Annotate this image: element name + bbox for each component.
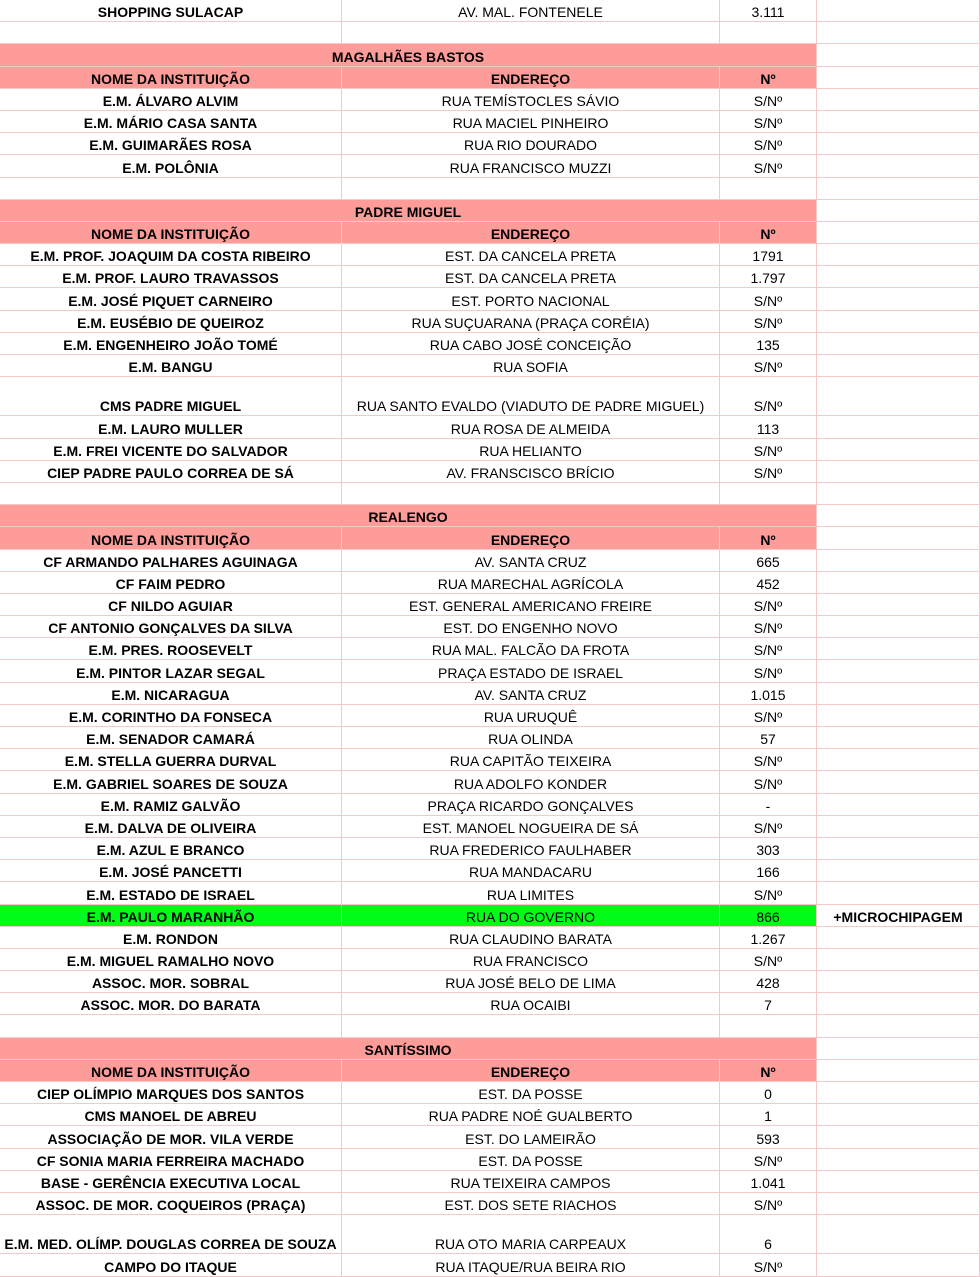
note-cell[interactable] [817,355,980,377]
empty-cell[interactable] [817,200,980,222]
number-cell[interactable]: 428 [720,971,817,993]
table-row [0,1193,980,1215]
note-cell[interactable] [817,594,980,616]
number-cell[interactable]: S/Nº [720,377,817,416]
note-cell[interactable] [817,727,980,749]
address-cell[interactable]: RUA MACIEL PINHEIRO [342,111,720,133]
number-cell[interactable]: 303 [720,838,817,860]
address-cell[interactable]: RUA JOSÉ BELO DE LIMA [342,971,720,993]
table-row [0,133,980,155]
table-row [0,949,980,971]
institution-name-cell[interactable]: E.M. STELLA GUERRA DURVAL [0,749,342,771]
section-title-row [0,505,980,527]
note-cell[interactable] [817,1104,980,1126]
address-cell[interactable]: EST. MANOEL NOGUEIRA DE SÁ [342,816,720,838]
number-cell[interactable]: 113 [720,416,817,438]
table-row [0,311,980,333]
institution-name-cell[interactable]: E.M. JOSÉ PIQUET CARNEIRO [0,288,342,310]
address-cell[interactable]: RUA RIO DOURADO [342,133,720,155]
address-cell[interactable]: RUA DO GOVERNO [342,905,720,927]
institution-name-cell[interactable]: CMS PADRE MIGUEL [0,377,342,416]
number-cell[interactable]: S/Nº [720,311,817,333]
address-cell[interactable]: RUA MARECHAL AGRÍCOLA [342,572,720,594]
institution-name-cell[interactable]: CAMPO DO ITAQUE [0,1254,342,1276]
note-cell[interactable] [817,683,980,705]
empty-cell[interactable] [817,483,980,505]
table-row [0,860,980,882]
note-cell[interactable] [817,638,980,660]
address-cell[interactable]: RUA FRANCISCO MUZZI [342,155,720,177]
table-row [0,749,980,771]
number-cell[interactable]: S/Nº [720,461,817,483]
institution-name-cell[interactable]: E.M. ESTADO DE ISRAEL [0,882,342,904]
address-cell[interactable]: EST. DA CANCELA PRETA [342,244,720,266]
number-cell[interactable]: S/Nº [720,882,817,904]
header-number[interactable]: Nº [720,527,817,549]
address-cell[interactable]: RUA CLAUDINO BARATA [342,927,720,949]
note-cell[interactable] [817,1171,980,1193]
note-cell[interactable] [817,705,980,727]
empty-cell[interactable] [817,1060,980,1082]
institution-name-cell[interactable]: E.M. RAMIZ GALVÃO [0,794,342,816]
institution-name-cell[interactable]: E.M. PINTOR LAZAR SEGAL [0,660,342,682]
number-cell[interactable]: 166 [720,860,817,882]
address-cell[interactable]: RUA LIMITES [342,882,720,904]
empty-row [0,483,980,505]
table-row [0,993,980,1015]
address-cell[interactable]: RUA HELIANTO [342,439,720,461]
institution-name-cell[interactable]: CF SONIA MARIA FERREIRA MACHADO [0,1149,342,1171]
note-cell[interactable] [817,244,980,266]
address-cell[interactable]: EST. DOS SETE RIACHOS [342,1193,720,1215]
table-row [0,0,980,22]
address-cell[interactable]: RUA MANDACARU [342,860,720,882]
institution-name-cell[interactable]: E.M. LAURO MULLER [0,416,342,438]
empty-cell[interactable] [720,1015,817,1037]
note-cell[interactable] [817,0,980,22]
number-cell[interactable]: 866 [720,905,817,927]
address-cell[interactable]: AV. MAL. FONTENELE [342,0,720,22]
note-cell[interactable]: +MICROCHIPAGEM [817,905,980,927]
address-cell[interactable]: RUA OLINDA [342,727,720,749]
table-row [0,461,980,483]
note-cell[interactable] [817,89,980,111]
number-cell[interactable]: S/Nº [720,439,817,461]
note-cell[interactable] [817,111,980,133]
table-row [0,89,980,111]
number-cell[interactable]: 1791 [720,244,817,266]
note-cell[interactable] [817,927,980,949]
institution-name-cell[interactable]: E.M. CORINTHO DA FONSECA [0,705,342,727]
table-row [0,377,980,416]
table-row [0,638,980,660]
address-cell[interactable]: PRAÇA ESTADO DE ISRAEL [342,660,720,682]
number-cell[interactable]: - [720,794,817,816]
table-row [0,838,980,860]
note-cell[interactable] [817,155,980,177]
note-cell[interactable] [817,616,980,638]
institution-name-cell[interactable]: CMS MANOEL DE ABREU [0,1104,342,1126]
institution-name-cell[interactable]: E.M. PROF. LAURO TRAVASSOS [0,266,342,288]
number-cell[interactable]: S/Nº [720,749,817,771]
empty-cell[interactable] [342,1015,720,1037]
header-name[interactable]: NOME DA INSTITUIÇÃO [0,67,342,89]
empty-cell[interactable] [720,483,817,505]
number-cell[interactable]: 7 [720,993,817,1015]
institution-name-cell[interactable]: E.M. JOSÉ PANCETTI [0,860,342,882]
number-cell[interactable]: S/Nº [720,1254,817,1276]
note-cell[interactable] [817,461,980,483]
number-cell[interactable]: 1.267 [720,927,817,949]
table-row [0,683,980,705]
institution-name-cell[interactable]: E.M. MIGUEL RAMALHO NOVO [0,949,342,971]
table-row [0,905,980,927]
institution-name-cell[interactable]: E.M. ENGENHEIRO JOÃO TOMÉ [0,333,342,355]
institution-name-cell[interactable]: BASE - GERÊNCIA EXECUTIVA LOCAL [0,1171,342,1193]
header-address[interactable]: ENDEREÇO [342,222,720,244]
note-cell[interactable] [817,1215,980,1254]
section-title[interactable]: REALENGO [0,505,817,527]
note-cell[interactable] [817,660,980,682]
number-cell[interactable]: S/Nº [720,594,817,616]
table-row [0,882,980,904]
table-row [0,355,980,377]
address-cell[interactable]: RUA ADOLFO KONDER [342,771,720,793]
table-row [0,1082,980,1104]
address-cell[interactable]: RUA MAL. FALCÃO DA FROTA [342,638,720,660]
header-number[interactable]: Nº [720,67,817,89]
empty-cell[interactable] [817,178,980,200]
header-address[interactable]: ENDEREÇO [342,527,720,549]
number-cell[interactable]: S/Nº [720,111,817,133]
empty-cell[interactable] [817,44,980,66]
number-cell[interactable]: S/Nº [720,705,817,727]
address-cell[interactable]: EST. DA POSSE [342,1149,720,1171]
table-row [0,155,980,177]
note-cell[interactable] [817,133,980,155]
address-cell[interactable]: RUA FREDERICO FAULHABER [342,838,720,860]
address-cell[interactable]: RUA ITAQUE/RUA BEIRA RIO [342,1254,720,1276]
note-cell[interactable] [817,1193,980,1215]
institution-name-cell[interactable]: E.M. AZUL E BRANCO [0,838,342,860]
empty-cell[interactable] [817,1015,980,1037]
empty-cell[interactable] [817,222,980,244]
table-row [0,816,980,838]
number-cell[interactable]: S/Nº [720,771,817,793]
address-cell[interactable]: EST. DO ENGENHO NOVO [342,616,720,638]
institution-name-cell[interactable]: E.M. GABRIEL SOARES DE SOUZA [0,771,342,793]
empty-cell[interactable] [0,1015,342,1037]
section-title[interactable]: PADRE MIGUEL [0,200,817,222]
note-cell[interactable] [817,1254,980,1276]
table-row [0,550,980,572]
institution-name-cell[interactable]: SHOPPING SULACAP [0,0,342,22]
table-row [0,705,980,727]
number-cell[interactable]: S/Nº [720,288,817,310]
empty-cell[interactable] [342,178,720,200]
address-cell[interactable]: EST. PORTO NACIONAL [342,288,720,310]
address-cell[interactable]: RUA URUQUÊ [342,705,720,727]
section-title[interactable]: SANTÍSSIMO [0,1038,817,1060]
institution-name-cell[interactable]: E.M. FREI VICENTE DO SALVADOR [0,439,342,461]
institution-name-cell[interactable]: E.M. GUIMARÃES ROSA [0,133,342,155]
note-cell[interactable] [817,771,980,793]
section-title-row [0,44,980,66]
table-row [0,1171,980,1193]
address-cell[interactable]: RUA CAPITÃO TEIXEIRA [342,749,720,771]
note-cell[interactable] [817,882,980,904]
address-cell[interactable]: RUA SANTO EVALDO (VIADUTO DE PADRE MIGUEL) [342,377,720,416]
address-cell[interactable]: AV. SANTA CRUZ [342,550,720,572]
table-row [0,771,980,793]
note-cell[interactable] [817,572,980,594]
address-cell[interactable]: EST. GENERAL AMERICANO FREIRE [342,594,720,616]
note-cell[interactable] [817,860,980,882]
number-cell[interactable]: 1.015 [720,683,817,705]
table-row [0,727,980,749]
table-row [0,971,980,993]
institution-name-cell[interactable]: CF ARMANDO PALHARES AGUINAGA [0,550,342,572]
institution-name-cell[interactable]: E.M. EUSÉBIO DE QUEIROZ [0,311,342,333]
table-row [0,416,980,438]
table-row [0,288,980,310]
note-cell[interactable] [817,816,980,838]
number-cell[interactable]: 452 [720,572,817,594]
table-row [0,1215,980,1254]
empty-cell[interactable] [342,22,720,44]
number-cell[interactable]: S/Nº [720,949,817,971]
empty-row [0,22,980,44]
empty-cell[interactable] [817,67,980,89]
table-row [0,927,980,949]
number-cell[interactable]: S/Nº [720,133,817,155]
number-cell[interactable]: 57 [720,727,817,749]
address-cell[interactable]: AV. FRANSCISCO BRÍCIO [342,461,720,483]
number-cell[interactable]: 1.797 [720,266,817,288]
institution-name-cell[interactable]: ASSOCIAÇÃO DE MOR. VILA VERDE [0,1126,342,1148]
institution-name-cell[interactable]: E.M. ÁLVARO ALVIM [0,89,342,111]
number-cell[interactable]: 135 [720,333,817,355]
empty-cell[interactable] [0,483,342,505]
number-cell[interactable]: 593 [720,1126,817,1148]
empty-cell[interactable] [720,22,817,44]
number-cell[interactable]: S/Nº [720,1149,817,1171]
note-cell[interactable] [817,377,980,416]
institution-name-cell[interactable]: ASSOC. DE MOR. COQUEIROS (PRAÇA) [0,1193,342,1215]
institution-name-cell[interactable]: E.M. RONDON [0,927,342,949]
address-cell[interactable]: RUA TEIXEIRA CAMPOS [342,1171,720,1193]
number-cell[interactable]: S/Nº [720,660,817,682]
note-cell[interactable] [817,794,980,816]
header-name[interactable]: NOME DA INSTITUIÇÃO [0,222,342,244]
institution-name-cell[interactable]: CF FAIM PEDRO [0,572,342,594]
institution-name-cell[interactable]: ASSOC. MOR. SOBRAL [0,971,342,993]
note-cell[interactable] [817,1126,980,1148]
address-cell[interactable]: RUA OCAIBI [342,993,720,1015]
empty-cell[interactable] [342,483,720,505]
table-row [0,111,980,133]
note-cell[interactable] [817,838,980,860]
note-cell[interactable] [817,1082,980,1104]
number-cell[interactable]: 6 [720,1215,817,1254]
header-address[interactable]: ENDEREÇO [342,67,720,89]
number-cell[interactable]: S/Nº [720,155,817,177]
empty-cell[interactable] [817,22,980,44]
institution-name-cell[interactable]: E.M. SENADOR CAMARÁ [0,727,342,749]
note-cell[interactable] [817,266,980,288]
table-row [0,660,980,682]
number-cell[interactable]: 3.111 [720,0,817,22]
address-cell[interactable]: EST. DO LAMEIRÃO [342,1126,720,1148]
institution-name-cell[interactable]: ASSOC. MOR. DO BARATA [0,993,342,1015]
address-cell[interactable]: RUA FRANCISCO [342,949,720,971]
table-row [0,616,980,638]
empty-cell[interactable] [817,1038,980,1060]
table-row [0,794,980,816]
header-number[interactable]: Nº [720,1060,817,1082]
note-cell[interactable] [817,993,980,1015]
institution-name-cell[interactable]: E.M. POLÔNIA [0,155,342,177]
number-cell[interactable]: 0 [720,1082,817,1104]
institution-name-cell[interactable]: CIEP OLÍMPIO MARQUES DOS SANTOS [0,1082,342,1104]
address-cell[interactable]: PRAÇA RICARDO GONÇALVES [342,794,720,816]
institution-name-cell[interactable]: CF NILDO AGUIAR [0,594,342,616]
table-row [0,266,980,288]
number-cell[interactable]: 1.041 [720,1171,817,1193]
table-row [0,244,980,266]
table-row [0,1149,980,1171]
institution-name-cell[interactable]: CF ANTONIO GONÇALVES DA SILVA [0,616,342,638]
note-cell[interactable] [817,949,980,971]
address-cell[interactable]: EST. DA CANCELA PRETA [342,266,720,288]
address-cell[interactable]: RUA SOFIA [342,355,720,377]
section-title-row [0,200,980,222]
number-cell[interactable]: S/Nº [720,355,817,377]
section-title[interactable]: MAGALHÃES BASTOS [0,44,817,66]
number-cell[interactable]: S/Nº [720,816,817,838]
note-cell[interactable] [817,1149,980,1171]
column-header-row [0,527,980,549]
institution-name-cell[interactable]: E.M. MÁRIO CASA SANTA [0,111,342,133]
note-cell[interactable] [817,333,980,355]
institution-name-cell[interactable]: E.M. PROF. JOAQUIM DA COSTA RIBEIRO [0,244,342,266]
empty-cell[interactable] [817,527,980,549]
header-number[interactable]: Nº [720,222,817,244]
note-cell[interactable] [817,749,980,771]
address-cell[interactable]: RUA SUÇUARANA (PRAÇA CORÉIA) [342,311,720,333]
empty-cell[interactable] [817,505,980,527]
institution-name-cell[interactable]: E.M. PRES. ROOSEVELT [0,638,342,660]
number-cell[interactable]: S/Nº [720,616,817,638]
column-header-row [0,1060,980,1082]
number-cell[interactable]: 1 [720,1104,817,1126]
table-row [0,439,980,461]
table-row [0,1126,980,1148]
address-cell[interactable]: RUA TEMÍSTOCLES SÁVIO [342,89,720,111]
institution-name-cell[interactable]: E.M. PAULO MARANHÃO [0,905,342,927]
empty-row [0,178,980,200]
note-cell[interactable] [817,550,980,572]
address-cell[interactable]: RUA ROSA DE ALMEIDA [342,416,720,438]
institution-name-cell[interactable]: E.M. DALVA DE OLIVEIRA [0,816,342,838]
section-title-row [0,1038,980,1060]
column-header-row [0,222,980,244]
address-cell[interactable]: RUA PADRE NOÉ GUALBERTO [342,1104,720,1126]
note-cell[interactable] [817,311,980,333]
institution-name-cell[interactable]: CIEP PADRE PAULO CORREA DE SÁ [0,461,342,483]
number-cell[interactable]: S/Nº [720,638,817,660]
header-address[interactable]: ENDEREÇO [342,1060,720,1082]
table-row [0,333,980,355]
number-cell[interactable]: S/Nº [720,89,817,111]
table-row [0,572,980,594]
number-cell[interactable]: 665 [720,550,817,572]
empty-cell[interactable] [0,178,342,200]
number-cell[interactable]: S/Nº [720,1193,817,1215]
header-name[interactable]: NOME DA INSTITUIÇÃO [0,527,342,549]
address-cell[interactable]: AV. SANTA CRUZ [342,683,720,705]
table-row [0,594,980,616]
note-cell[interactable] [817,416,980,438]
table-row [0,1254,980,1276]
address-cell[interactable]: EST. DA POSSE [342,1082,720,1104]
empty-row [0,1015,980,1037]
address-cell[interactable]: RUA OTO MARIA CARPEAUX [342,1215,720,1254]
institution-name-cell[interactable]: E.M. MED. OLÍMP. DOUGLAS CORREA DE SOUZA [0,1215,342,1254]
institution-name-cell[interactable]: E.M. BANGU [0,355,342,377]
empty-cell[interactable] [0,22,342,44]
note-cell[interactable] [817,288,980,310]
note-cell[interactable] [817,439,980,461]
empty-cell[interactable] [720,178,817,200]
table-row [0,1104,980,1126]
header-name[interactable]: NOME DA INSTITUIÇÃO [0,1060,342,1082]
institution-name-cell[interactable]: E.M. NICARAGUA [0,683,342,705]
column-header-row [0,67,980,89]
address-cell[interactable]: RUA CABO JOSÉ CONCEIÇÃO [342,333,720,355]
note-cell[interactable] [817,971,980,993]
